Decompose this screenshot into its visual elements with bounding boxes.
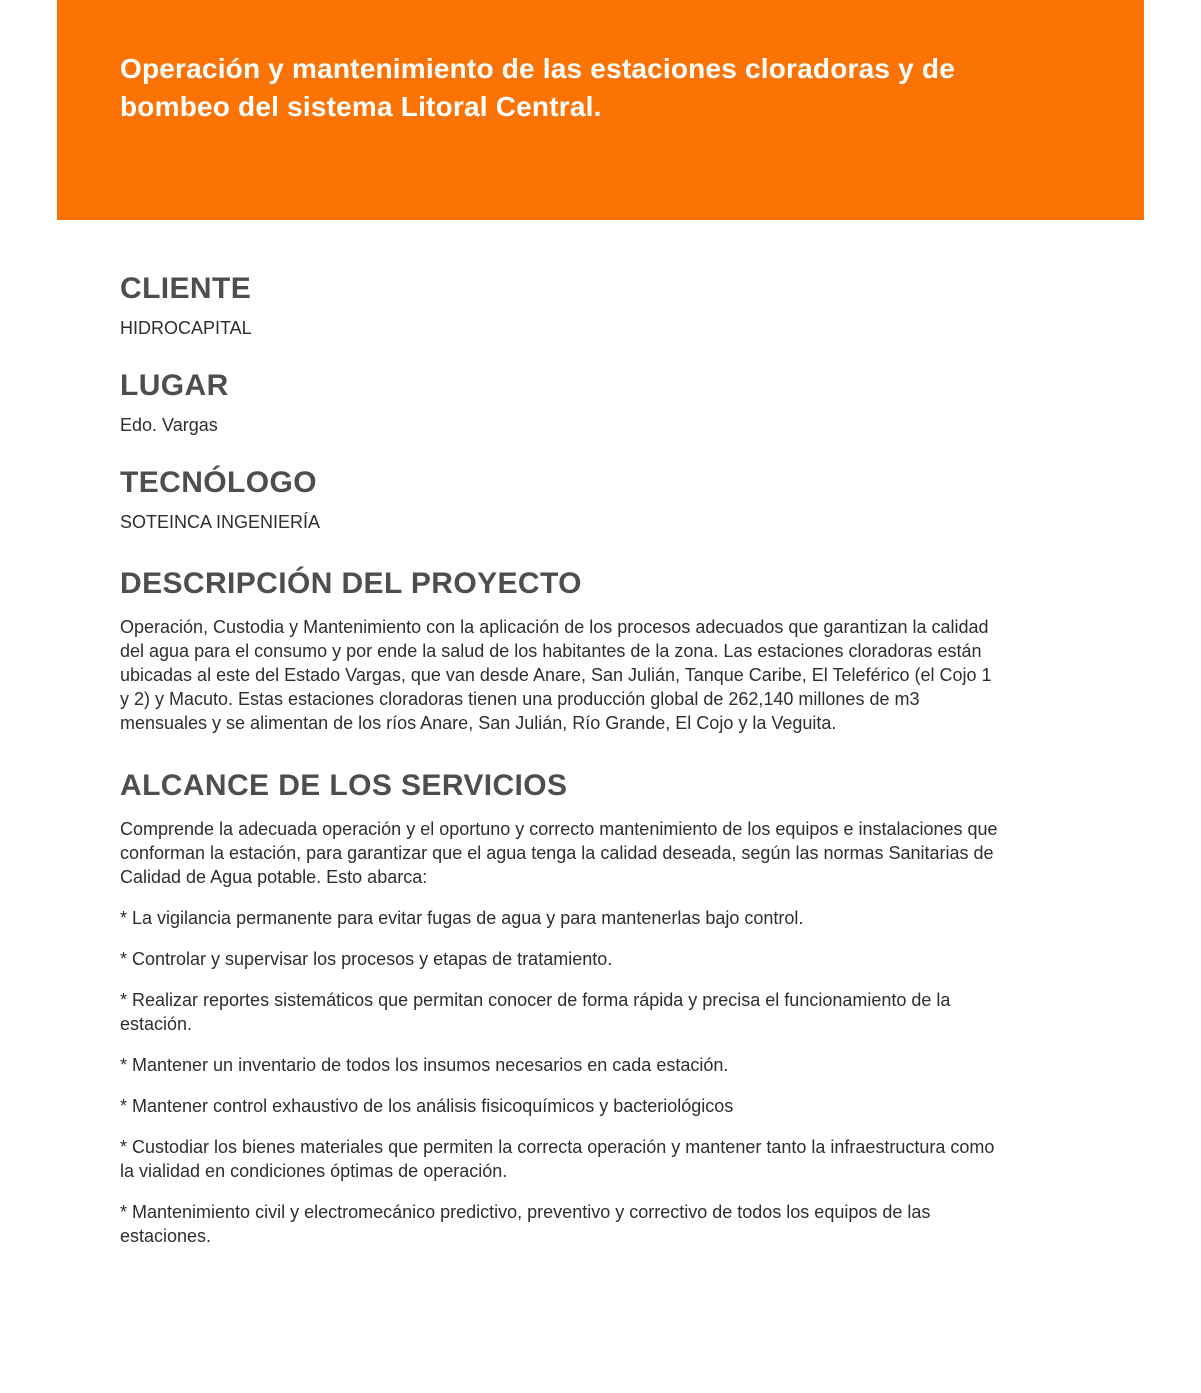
descripcion-heading: DESCRIPCIÓN DEL PROYECTO	[120, 567, 582, 600]
tecnologo-value: SOTEINCA INGENIERÍA	[120, 512, 321, 532]
alcance-item: * Controlar y supervisar los procesos y etapas de tratamiento.	[120, 949, 613, 969]
lugar-heading: LUGAR	[120, 369, 229, 402]
header-banner	[57, 0, 1144, 220]
descripcion-body: Operación, Custodia y Mantenimiento con la aplicación de los procesos adecuados que garantizan la calidad del agua para el consumo y por ende la salud de los habitantes de la zona. Las estaciones cloradoras están ubicadas al este del Estado Vargas, que van desde Anare, San Julián, Tanque Caribe, El Teleférico (el Cojo 1 y 2) y Macuto. Estas estaciones cloradoras tienen una producción global de 262,140 millones de m3 mensuales y se alimentan de los ríos Anare, San Julián, Río Grande, El Cojo y la Veguita.	[120, 617, 992, 733]
alcance-intro: Comprende la adecuada operación y el oportuno y correcto mantenimiento de los equipos e instalaciones que conforman la estación, para garantizar que el agua tenga la calidad deseada, según las normas Sanitarias de Calidad de Agua potable. Esto abarca:	[120, 819, 998, 887]
lugar-value: Edo. Vargas	[120, 415, 218, 435]
cliente-heading: CLIENTE	[120, 272, 252, 305]
alcance-item: * La vigilancia permanente para evitar fugas de agua y para mantenerlas bajo control.	[120, 908, 804, 928]
alcance-heading: ALCANCE DE LOS SERVICIOS	[120, 769, 568, 802]
alcance-item: * Realizar reportes sistemáticos que permitan conocer de forma rápida y precisa el funcionamiento de la estación.	[120, 990, 951, 1034]
cliente-value: HIDROCAPITAL	[120, 318, 252, 338]
alcance-item: * Mantener control exhaustivo de los análisis fisicoquímicos y bacteriológicos	[120, 1096, 734, 1116]
alcance-items-list	[120, 906, 1000, 1248]
alcance-item: * Custodiar los bienes materiales que permiten la correcta operación y mantener tanto la infraestructura como la vialidad en condiciones óptimas de operación.	[120, 1137, 995, 1181]
main-content	[120, 274, 1000, 1248]
alcance-item: * Mantenimiento civil y electromecánico predictivo, preventivo y correctivo de todos los equipos de las estaciones.	[120, 1202, 931, 1246]
page-title: Operación y mantenimiento de las estaciones cloradoras y de bombeo del sistema Litoral Central.	[120, 53, 955, 122]
tecnologo-heading: TECNÓLOGO	[120, 466, 317, 499]
alcance-item: * Mantener un inventario de todos los insumos necesarios en cada estación.	[120, 1055, 729, 1075]
